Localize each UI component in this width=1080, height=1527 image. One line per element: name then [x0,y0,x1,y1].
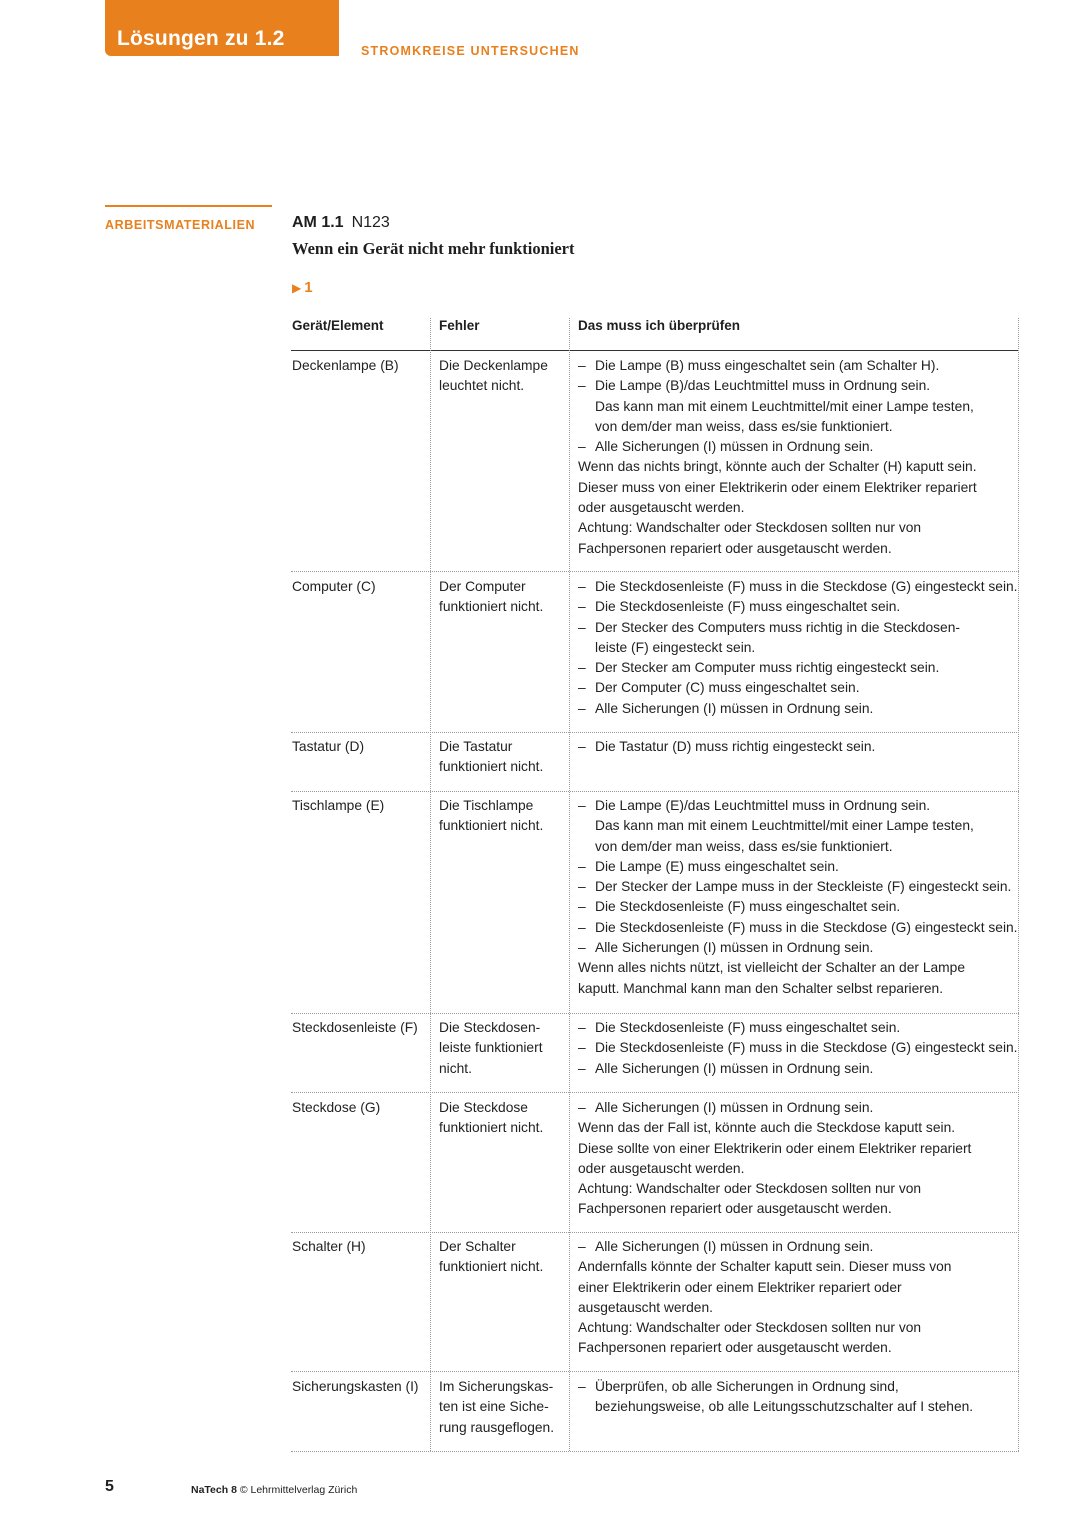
column-divider [1018,318,1019,1451]
check-line: kaputt. Manchmal kann man den Schalter selbst reparieren. [578,980,944,996]
row-divider [291,1013,1019,1014]
check-bullet-item: – Alle Sicherungen (I) müssen in Ordnung sein. [578,1098,1018,1118]
fault-line: funktioniert nicht. [439,759,544,775]
check-line: Wenn das nichts bringt, könnte auch der Schalter (H) kaputt sein. [578,459,977,475]
page-title: Lösungen zu 1.2 [117,27,285,50]
check-bullet-item: – Alle Sicherungen (I) müssen in Ordnung sein. [578,1059,1018,1079]
column-header-fault: Fehler [439,318,480,333]
book-title: NaTech 8 [191,1484,237,1496]
row-divider [291,571,1019,572]
cell-fault [439,1018,564,1079]
cell-device: Tastatur (D) [292,739,365,754]
task-marker [292,279,313,296]
check-bullet-item: – Der Stecker des Computers muss richtig in die Steckdosen- [578,618,1018,638]
column-divider [430,318,431,1451]
column-header-device: Gerät/Element [292,318,384,333]
check-line: Fachpersonen repariert oder ausgetauscht werden. [578,1201,892,1217]
row-divider [291,791,1019,792]
check-line: ausgetauscht werden. [578,1299,713,1315]
check-line: Achtung: Wandschalter oder Steckdosen sollten nur von [578,520,922,536]
check-line: Wenn alles nichts nützt, ist vielleicht der Schalter an der Lampe [578,960,966,976]
check-bullet-item: – Die Steckdosenleiste (F) muss in die Steckdose (G) eingesteckt sein. [578,918,1018,938]
sidebar-label: ARBEITSMATERIALIEN [105,218,256,232]
check-bullet-item: – Die Steckdosenleiste (F) muss eingeschaltet sein. [578,897,1018,917]
row-divider [291,1092,1019,1093]
play-triangle-icon: ▶ [292,281,302,295]
check-line: leiste (F) eingesteckt sein. [595,639,756,655]
row-divider [291,1232,1019,1233]
check-bullet-item: – Die Steckdosenleiste (F) muss eingeschaltet sein. [578,597,1018,617]
fault-line: Die Deckenlampe [439,358,548,373]
cell-fault [439,796,564,837]
task-number: 1 [304,279,313,296]
cell-checks [578,356,1018,559]
header-tab [105,0,339,56]
fault-line: Die Steckdose [439,1100,528,1115]
fault-line: funktioniert nicht. [439,599,544,615]
check-bullet-item: – Alle Sicherungen (I) müssen in Ordnung sein. [578,699,1018,719]
cell-fault [439,737,564,778]
check-line: Das kann man mit einem Leuchtmittel/mit einer Lampe testen, [595,398,974,414]
check-bullet-item: – Die Lampe (E) muss eingeschaltet sein. [578,857,1018,877]
check-bullet-item: – Alle Sicherungen (I) müssen in Ordnung sein. [578,938,1018,958]
fault-line: leuchtet nicht. [439,378,525,394]
check-line: Das kann man mit einem Leuchtmittel/mit einer Lampe testen, [595,818,974,834]
check-bullet-item: – Die Lampe (B)/das Leuchtmittel muss in Ordnung sein. [578,376,1018,396]
check-bullet-item: – Die Tastatur (D) muss richtig eingesteckt sein. [578,737,1018,757]
cell-fault [439,1098,564,1139]
row-divider [291,1451,1019,1452]
cell-device: Computer (C) [292,579,376,594]
check-bullet-item: – Die Steckdosenleiste (F) muss in die Steckdose (G) eingesteckt sein. [578,577,1018,597]
section-code-line [292,214,390,232]
check-line: Fachpersonen repariert oder ausgetauscht werden. [578,1340,892,1356]
cell-checks [578,796,1018,999]
fault-line: rung rausgeflogen. [439,1419,555,1435]
check-bullet-item: – Die Lampe (E)/das Leuchtmittel muss in Ordnung sein. [578,796,1018,816]
chapter-subtitle: STROMKREISE UNTERSUCHEN [361,44,580,58]
cell-checks [578,1377,1018,1418]
check-bullet-item: – Die Steckdosenleiste (F) muss in die Steckdose (G) eingesteckt sein. [578,1038,1018,1058]
section-title: Wenn ein Gerät nicht mehr funktioniert [292,239,575,258]
sidebar-rule [105,205,272,207]
check-line: Andernfalls könnte der Schalter kaputt sein. Dieser muss von [578,1259,952,1275]
cell-checks [578,1098,1018,1220]
check-bullet-item: – Die Lampe (B) muss eingeschaltet sein (am Schalter H). [578,356,1018,376]
cell-fault [439,356,564,397]
fault-line: Die Steckdosen- [439,1020,541,1035]
check-bullet-item: – Alle Sicherungen (I) müssen in Ordnung sein. [578,1237,1018,1257]
header-rule [291,350,1019,351]
check-line: Achtung: Wandschalter oder Steckdosen sollten nur von [578,1181,922,1197]
check-line: einer Elektrikerin oder einem Elektriker repariert oder [578,1279,902,1295]
check-line: Achtung: Wandschalter oder Steckdosen sollten nur von [578,1320,922,1336]
fault-line: leiste funktioniert [439,1040,543,1056]
cell-device: Sicherungskasten (I) [292,1379,419,1394]
row-divider [291,1371,1019,1372]
fault-line: funktioniert nicht. [439,818,544,834]
check-line: Dieser muss von einer Elektrikerin oder einem Elektriker repariert [578,479,977,495]
check-bullet-item: – Überprüfen, ob alle Sicherungen in Ordnung sind, [578,1377,1018,1397]
fault-line: funktioniert nicht. [439,1259,544,1275]
fault-line: Die Tischlampe [439,798,534,813]
check-bullet-item: – Alle Sicherungen (I) müssen in Ordnung sein. [578,437,1018,457]
publisher: © Lehrmittelverlag Zürich [239,1484,358,1496]
check-bullet-item: – Der Computer (C) muss eingeschaltet sein. [578,678,1018,698]
check-bullet-item: – Der Stecker am Computer muss richtig eingesteckt sein. [578,658,1018,678]
fault-line: nicht. [439,1060,472,1076]
fault-line: Die Tastatur [439,739,513,754]
check-bullet-item: – Der Stecker der Lampe muss in der Steckleiste (F) eingesteckt sein. [578,877,1018,897]
check-line: von dem/der man weiss, dass es/sie funktioniert. [595,418,893,434]
fault-line: funktioniert nicht. [439,1120,544,1136]
check-bullet-item: – Die Steckdosenleiste (F) muss eingeschaltet sein. [578,1018,1018,1038]
fault-line: Der Schalter [439,1239,516,1254]
check-line: Wenn das der Fall ist, könnte auch die Steckdose kaputt sein. [578,1120,956,1136]
cell-device: Schalter (H) [292,1239,366,1254]
cell-checks [578,1018,1018,1079]
cell-checks [578,577,1018,719]
check-line: oder ausgetauscht werden. [578,500,745,516]
cell-fault [439,577,564,618]
cell-fault [439,1237,564,1278]
cell-device: Tischlampe (E) [292,798,385,813]
check-line: von dem/der man weiss, dass es/sie funktioniert. [595,838,893,854]
row-divider [291,732,1019,733]
cell-device: Steckdosenleiste (F) [292,1020,418,1035]
column-divider [569,318,570,1451]
cell-checks [578,1237,1018,1359]
check-line: beziehungsweise, ob alle Leitungsschutzschalter auf I stehen. [595,1399,974,1415]
cell-device: Deckenlampe (B) [292,358,399,373]
section-ref: N123 [351,214,390,231]
check-line: Diese sollte von einer Elektrikerin oder einem Elektriker repariert [578,1140,972,1156]
footer-credit [191,1484,357,1496]
page-number: 5 [105,1478,114,1495]
cell-fault [439,1377,564,1438]
fault-line: ten ist eine Siche- [439,1399,549,1415]
section-code: AM 1.1 [292,214,344,231]
cell-checks [578,737,1018,757]
check-line: oder ausgetauscht werden. [578,1160,745,1176]
fault-line: Im Sicherungskas- [439,1379,554,1394]
column-header-checks: Das muss ich überprüfen [578,318,741,333]
fault-line: Der Computer [439,579,526,594]
cell-device: Steckdose (G) [292,1100,381,1115]
check-line: Fachpersonen repariert oder ausgetauscht werden. [578,540,892,556]
